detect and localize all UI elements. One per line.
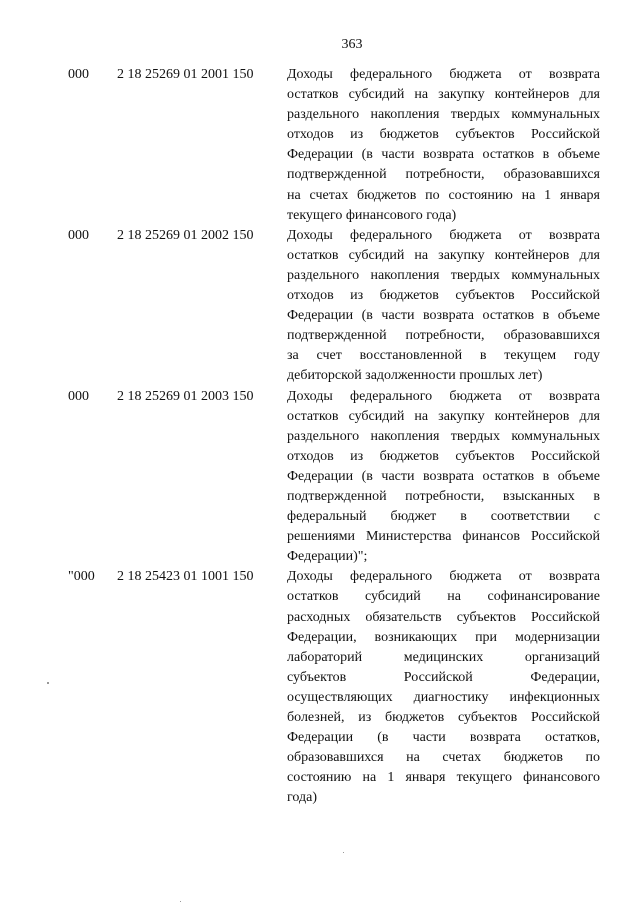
description-line: раздельного накопления твердых коммунальных	[287, 107, 600, 123]
description-line: решениями Министерства финансов Российской	[287, 529, 600, 545]
description-line: федеральный бюджет в соответствии с	[287, 509, 600, 525]
budget-classification-code: 2 18 25423 01 1001 150	[117, 569, 254, 585]
description-line: за счет восстановленной в текущем году	[287, 348, 600, 364]
description-line: расходных обязательств субъектов Российской	[287, 609, 600, 625]
description-line: подтвержденной потребности, образовавшихся	[287, 328, 600, 344]
description-line: Доходы федерального бюджета от возврата	[287, 67, 600, 82]
description-line: Доходы федерального бюджета от возврата	[287, 388, 600, 404]
table-row	[0, 65, 640, 226]
description-line: Федерации)";	[287, 549, 368, 565]
description-line: остатков субсидий на закупку контейнеров для	[287, 247, 600, 263]
description-line: Федерации (в части возврата остатков в объеме	[287, 147, 600, 163]
description-line: раздельного накопления твердых коммунальных	[287, 267, 600, 283]
description-line: года)	[287, 790, 317, 806]
description-line: Доходы федерального бюджета от возврата	[287, 569, 600, 585]
description-line: раздельного накопления твердых коммунальных	[287, 428, 600, 444]
admin-code: 000	[68, 388, 89, 404]
description-line: отходов из бюджетов субъектов Российской	[287, 288, 600, 304]
scan-speck	[343, 852, 344, 853]
description-line: текущего финансового года)	[287, 207, 457, 223]
table-row	[0, 387, 640, 568]
description-line: Федерации (в части возврата остатков,	[287, 730, 600, 746]
scan-speck	[180, 901, 181, 902]
description-line: Доходы федерального бюджета от возврата	[287, 227, 600, 243]
description-line: подтвержденной потребности, взысканных в	[287, 488, 600, 504]
description-line: осуществляющих диагностику инфекционных	[287, 689, 600, 705]
page-number: 363	[341, 37, 363, 52]
description-line: состоянию на 1 января текущего финансового	[287, 770, 600, 786]
budget-classification-code: 2 18 25269 01 2002 150	[117, 227, 254, 243]
table-row	[0, 226, 640, 387]
description-line: Федерации (в части возврата остатков в объеме	[287, 308, 600, 324]
description-line: остатков субсидий на софинансирование	[287, 589, 600, 605]
admin-code: 000	[68, 67, 89, 82]
admin-code: 000	[68, 227, 89, 243]
table-row	[0, 567, 640, 808]
scan-speck	[47, 682, 49, 684]
description-line: на счетах бюджетов по состоянию на 1 января	[287, 187, 600, 203]
description-line: Федерации, возникающих при модернизации	[287, 629, 600, 645]
budget-classification-code: 2 18 25269 01 2001 150	[117, 67, 254, 82]
description-line: Федерации (в части возврата остатков в объеме	[287, 468, 600, 484]
budget-code-table	[0, 65, 640, 808]
income-description	[287, 387, 600, 568]
income-description	[287, 65, 600, 226]
description-line: образовавшихся на счетах бюджетов по	[287, 750, 600, 766]
admin-code: "000	[68, 569, 95, 585]
description-line: лабораторий медицинских организаций	[287, 649, 600, 665]
description-line: дебиторской задолженности прошлых лет)	[287, 368, 543, 384]
description-line: остатков субсидий на закупку контейнеров для	[287, 408, 600, 424]
budget-classification-code: 2 18 25269 01 2003 150	[117, 388, 254, 404]
income-description	[287, 567, 600, 808]
income-description	[287, 226, 600, 387]
description-line: остатков субсидий на закупку контейнеров для	[287, 87, 600, 103]
description-line: отходов из бюджетов субъектов Российской	[287, 448, 600, 464]
description-line: подтвержденной потребности, образовавшихся	[287, 167, 600, 183]
description-line: субъектов Российской Федерации,	[287, 669, 600, 685]
description-line: отходов из бюджетов субъектов Российской	[287, 127, 600, 143]
description-line: болезней, из бюджетов субъектов Российской	[287, 710, 600, 725]
